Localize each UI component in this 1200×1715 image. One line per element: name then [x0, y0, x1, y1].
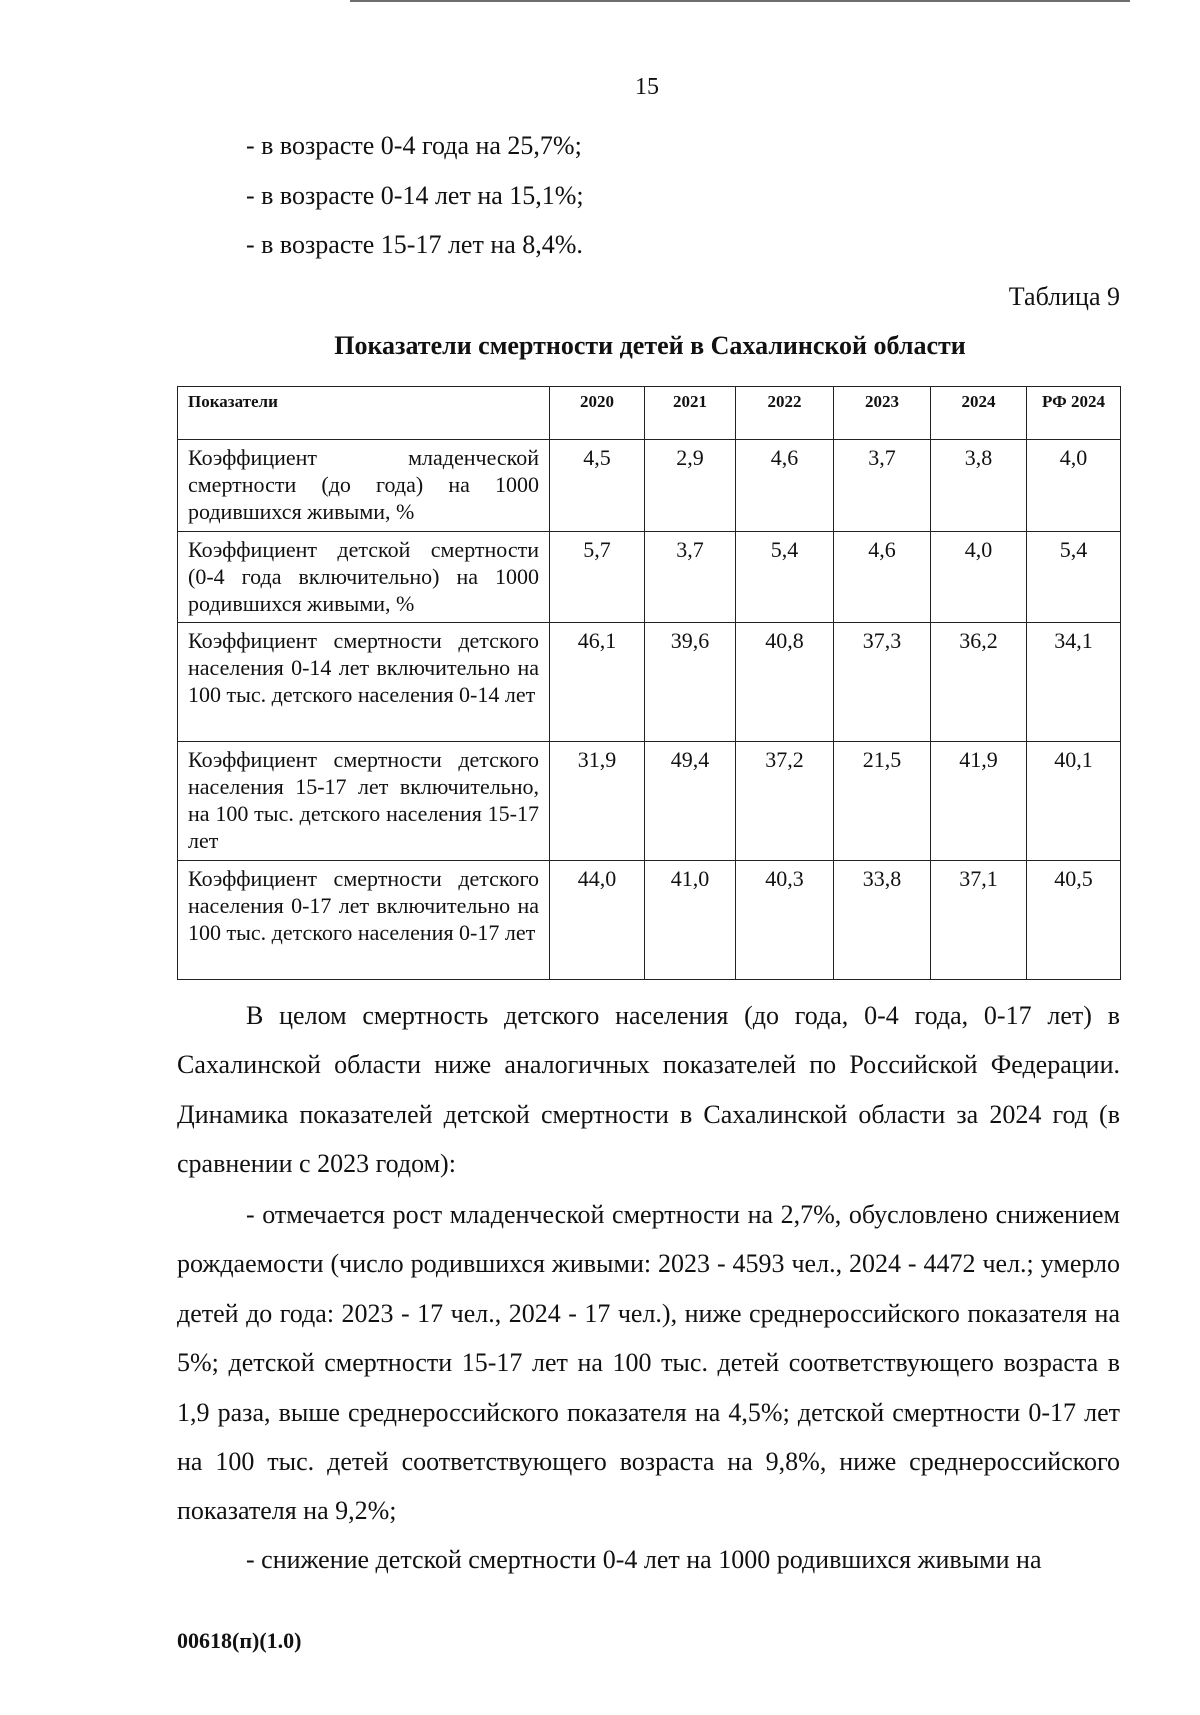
list-item: - в возрасте 0-4 года на 25,7%;: [246, 131, 582, 160]
value-cell: 40,5: [1027, 861, 1121, 980]
column-header: 2023: [834, 387, 931, 440]
value-cell: 4,6: [834, 532, 931, 623]
document-code: 00618(п)(1.0): [177, 1628, 302, 1653]
value-cell: 37,1: [931, 861, 1027, 980]
table-row: [178, 440, 1121, 532]
value-cell: 40,8: [736, 623, 834, 742]
column-header: Показатели: [178, 387, 550, 440]
table-row: [178, 623, 1121, 742]
table-row: [178, 532, 1121, 623]
value-cell: 4,6: [736, 440, 834, 532]
column-header: 2022: [736, 387, 834, 440]
value-cell: 40,3: [736, 861, 834, 980]
value-cell: 41,0: [645, 861, 736, 980]
indicator-cell: Коэффициент смертности детского населения 0-17 лет включительно на 100 тыс. детского населения 0-17 лет: [178, 861, 550, 980]
value-cell: 41,9: [931, 742, 1027, 861]
mortality-table: [177, 386, 1121, 980]
list-item: - в возрасте 0-14 лет на 15,1%;: [246, 181, 584, 210]
value-cell: 3,7: [834, 440, 931, 532]
indicator-cell: Коэффициент детской смертности (0-4 года включительно) на 1000 родившихся живыми, %: [178, 532, 550, 623]
value-cell: 40,1: [1027, 742, 1121, 861]
value-cell: 37,2: [736, 742, 834, 861]
value-cell: 37,3: [834, 623, 931, 742]
page-number: 15: [635, 74, 659, 100]
column-header: РФ 2024: [1027, 387, 1121, 440]
body-paragraph: В целом смертность детского населения (до года, 0-4 года, 0-17 лет) в Сахалинской области ниже аналогичных показателей по Российской Федерации. Динамика показателей детской смертности в Сахалинской области за 2024 год (в сравнении с 2023 годом):: [177, 1001, 1120, 1179]
column-header: 2024: [931, 387, 1027, 440]
value-cell: 21,5: [834, 742, 931, 861]
body-paragraph: - снижение детской смертности 0-4 лет на 1000 родившихся живыми на: [246, 1545, 1042, 1574]
value-cell: 36,2: [931, 623, 1027, 742]
indicator-cell: Коэффициент смертности детского населения 0-14 лет включительно на 100 тыс. детского населения 0-14 лет: [178, 623, 550, 742]
value-cell: 4,0: [931, 532, 1027, 623]
table-row: [178, 861, 1121, 980]
table-title: Показатели смертности детей в Сахалинской области: [334, 331, 966, 360]
value-cell: 39,6: [645, 623, 736, 742]
value-cell: 5,4: [1027, 532, 1121, 623]
value-cell: 33,8: [834, 861, 931, 980]
value-cell: 2,9: [645, 440, 736, 532]
value-cell: 4,5: [550, 440, 645, 532]
value-cell: 34,1: [1027, 623, 1121, 742]
value-cell: 31,9: [550, 742, 645, 861]
table-header-row: [178, 387, 1121, 440]
list-item: - в возрасте 15-17 лет на 8,4%.: [246, 230, 583, 259]
indicator-cell: Коэффициент смертности детского населения 15-17 лет включительно, на 100 тыс. детского населения 15-17 лет: [178, 742, 550, 861]
value-cell: 5,7: [550, 532, 645, 623]
value-cell: 3,7: [645, 532, 736, 623]
body-paragraph: - отмечается рост младенческой смертности на 2,7%, обусловлено снижением рождаемости (число родившихся живыми: 2023 - 4593 чел., 2024 - 4472 чел.; умерло детей до года: 2023 - 17 чел., 2024 - 17 чел.), ниже среднероссийского показателя на 5%; детской смертности 15-17 лет на 100 тыс. детей соответствующего возраста в 1,9 раза, выше среднероссийского показателя на 4,5%; детской смертности 0-17 лет на 100 тыс. детей соответствующего возраста на 9,8%, ниже среднероссийского показателя на 9,2%;: [177, 1200, 1120, 1526]
top-border-line: [350, 0, 1130, 2]
value-cell: 4,0: [1027, 440, 1121, 532]
value-cell: 46,1: [550, 623, 645, 742]
table-label: Таблица 9: [1008, 282, 1120, 311]
value-cell: 3,8: [931, 440, 1027, 532]
table-row: [178, 742, 1121, 861]
column-header: 2020: [550, 387, 645, 440]
value-cell: 49,4: [645, 742, 736, 861]
column-header: 2021: [645, 387, 736, 440]
value-cell: 44,0: [550, 861, 645, 980]
indicator-cell: Коэффициент младенческой смертности (до года) на 1000 родившихся живыми, %: [178, 440, 550, 532]
value-cell: 5,4: [736, 532, 834, 623]
